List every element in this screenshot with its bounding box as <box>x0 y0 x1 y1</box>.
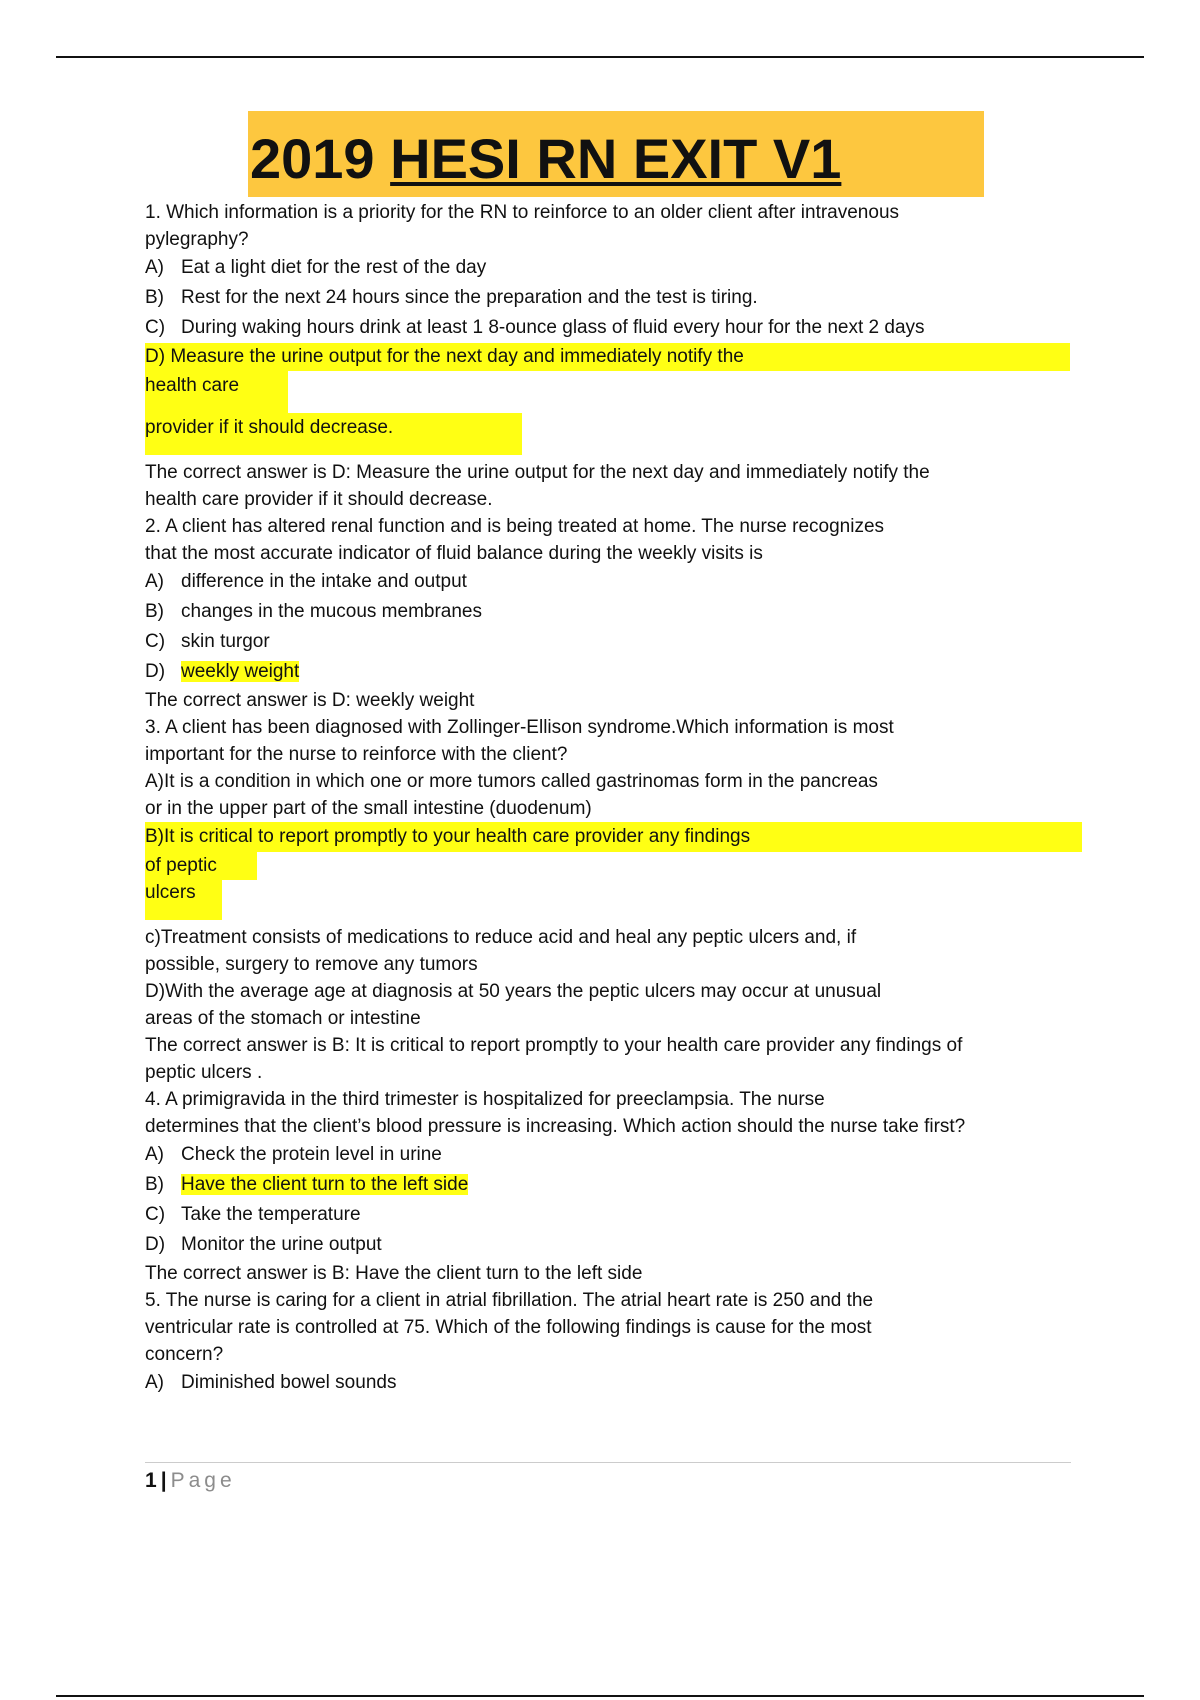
option-a-line: or in the upper part of the small intestine (duodenum) <box>145 798 592 819</box>
option-b <box>145 1170 1075 1200</box>
option-label: C) <box>145 1204 166 1225</box>
top-rule <box>56 56 1144 58</box>
question-stem-line: pylegraphy? <box>145 229 249 250</box>
highlighted-answer-line: of peptic <box>145 852 257 880</box>
option-text: Eat a light diet for the rest of the day <box>181 257 487 278</box>
option-label: C) <box>145 631 166 652</box>
page-footer <box>145 1466 236 1496</box>
option-text: changes in the mucous membranes <box>181 601 482 622</box>
option-label: A) <box>145 1372 164 1393</box>
title-main: HESI RN EXIT V1 <box>390 127 842 190</box>
correct-answer-line: The correct answer is D: weekly weight <box>145 690 475 711</box>
question-stem-line: important for the nurse to reinforce with the client? <box>145 744 568 765</box>
document-title <box>250 124 841 194</box>
question-stem-line: determines that the client’s blood pressure is increasing. Which action should the nurse take first? <box>145 1116 966 1137</box>
question-stem-line: 2. A client has altered renal function and is being treated at home. The nurse recognizes <box>145 516 885 537</box>
highlighted-option-text: Have the client turn to the left side <box>181 1174 469 1195</box>
bottom-rule <box>56 1695 1144 1697</box>
option-b <box>145 283 1075 313</box>
question-stem-line: 3. A client has been diagnosed with Zollinger-Ellison syndrome.Which information is most <box>145 717 894 738</box>
page-number: 1 <box>145 1469 157 1492</box>
page-label: Page <box>170 1469 236 1492</box>
question-1 <box>145 199 1075 513</box>
option-text: Take the temperature <box>181 1204 361 1225</box>
option-d-line: areas of the stomach or intestine <box>145 1008 421 1029</box>
option-d <box>145 1230 1075 1260</box>
option-label: B) <box>145 1174 164 1195</box>
question-stem-line: 1. Which information is a priority for the RN to reinforce to an older client after intravenous <box>145 202 900 223</box>
correct-answer-line: The correct answer is D: Measure the urine output for the next day and immediately notify the <box>145 462 930 483</box>
highlighted-answer-line: provider if it should decrease. <box>145 413 522 455</box>
option-a <box>145 567 1075 597</box>
title-year: 2019 <box>250 127 391 190</box>
option-text: Rest for the next 24 hours since the preparation and the test is tiring. <box>181 287 758 308</box>
option-a <box>145 253 1075 283</box>
option-text: Diminished bowel sounds <box>181 1372 397 1393</box>
option-a <box>145 1368 1075 1398</box>
highlighted-answer-line: health care <box>145 371 288 413</box>
option-label: A) <box>145 571 164 592</box>
option-text: skin turgor <box>181 631 270 652</box>
question-stem-line: concern? <box>145 1344 224 1365</box>
option-c-line: c)Treatment consists of medications to reduce acid and heal any peptic ulcers and, if <box>145 927 857 948</box>
highlighted-option-text: weekly weight <box>181 661 300 682</box>
correct-answer-line: peptic ulcers . <box>145 1062 263 1083</box>
option-label: D) <box>145 661 166 682</box>
option-c <box>145 627 1075 657</box>
option-c <box>145 1200 1075 1230</box>
option-text: difference in the intake and output <box>181 571 467 592</box>
option-c <box>145 313 1075 343</box>
option-label: D) <box>145 1234 166 1255</box>
option-label: B) <box>145 287 164 308</box>
correct-answer-line: The correct answer is B: It is critical to report promptly to your health care provider any findings of <box>145 1035 963 1056</box>
footer-rule <box>145 1462 1071 1463</box>
question-3 <box>145 714 1075 1086</box>
option-label: A) <box>145 1144 164 1165</box>
option-text: Monitor the urine output <box>181 1234 382 1255</box>
option-text: Check the protein level in urine <box>181 1144 442 1165</box>
option-text: During waking hours drink at least 1 8-ounce glass of fluid every hour for the next 2 days <box>181 317 925 338</box>
question-stem-line: that the most accurate indicator of fluid balance during the weekly visits is <box>145 543 763 564</box>
option-b <box>145 597 1075 627</box>
document-body <box>145 199 1075 1398</box>
highlighted-answer-line: B)It is critical to report promptly to your health care provider any findings <box>145 822 1082 852</box>
option-label: A) <box>145 257 164 278</box>
question-5 <box>145 1287 1075 1398</box>
question-stem-line: ventricular rate is controlled at 75. Which of the following findings is cause for the most <box>145 1317 872 1338</box>
question-stem-line: 4. A primigravida in the third trimester is hospitalized for preeclampsia. The nurse <box>145 1089 825 1110</box>
correct-answer-line: The correct answer is B: Have the client turn to the left side <box>145 1263 643 1284</box>
option-a-line: A)It is a condition in which one or more tumors called gastrinomas form in the pancreas <box>145 771 878 792</box>
correct-answer-line: health care provider if it should decrease. <box>145 489 493 510</box>
option-d-line: D)With the average age at diagnosis at 50 years the peptic ulcers may occur at unusual <box>145 981 882 1002</box>
option-d <box>145 657 1075 687</box>
option-c-line: possible, surgery to remove any tumors <box>145 954 478 975</box>
highlighted-answer-line: D) Measure the urine output for the next day and immediately notify the <box>145 343 1070 371</box>
option-a <box>145 1140 1075 1170</box>
option-label: B) <box>145 601 164 622</box>
question-4 <box>145 1086 1075 1287</box>
option-label: C) <box>145 317 166 338</box>
question-2 <box>145 513 1075 714</box>
footer-separator: | <box>160 1469 167 1492</box>
highlighted-answer-line: ulcers <box>145 880 222 920</box>
question-stem-line: 5. The nurse is caring for a client in atrial fibrillation. The atrial heart rate is 250 and the <box>145 1290 874 1311</box>
